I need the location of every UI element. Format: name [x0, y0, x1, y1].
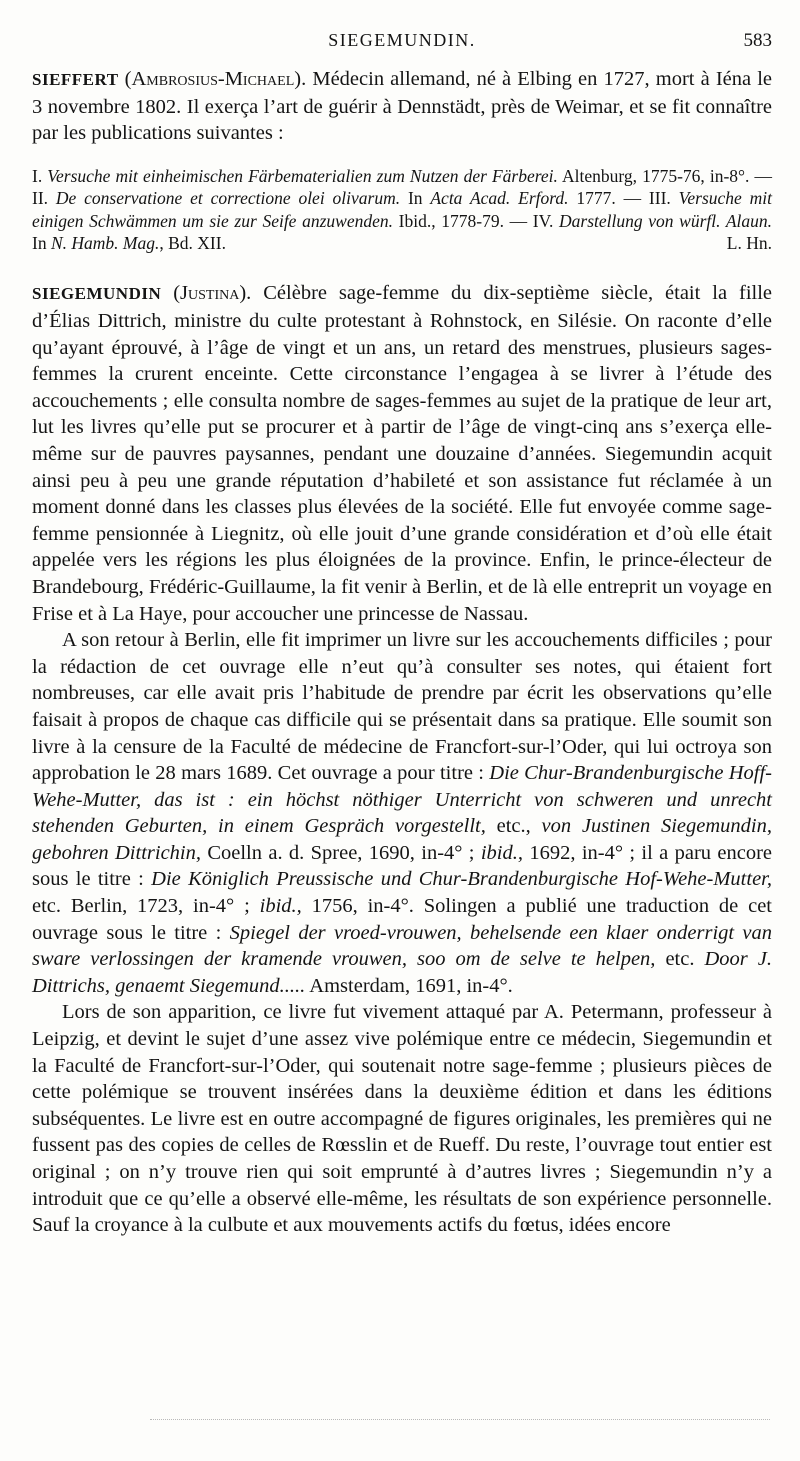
entry-sieffert	[32, 66, 772, 254]
bottom-bleed-through	[150, 1419, 770, 1420]
entry-text: Célèbre sage-femme du dix-septième siècle, était la fille d’Élias Dittrich, ministre du culte protestant à Rohnstock, en Silésie. On raconte d’elle qu’ayant éprouvé, à l’âge de vingt et un ans, un retard des menstrues, plusieurs sages-femmes la crurent enceinte. Cette circonstance l’engagea à se livrer à l’étude des accouchements ; elle consulta nombre de sages-femmes au sujet de la pratique de leur art, lut les livres qu’elle put se procurer et à partir de l’âge de vingt-cinq ans s’exerça elle-même sur de pauvres paysannes, pendant une douzaine d’années. Siegemundin acquit ainsi peu à peu une grande réputation d’habileté et son assistance fut réclamée à un moment donné dans les classes plus élevées de la société. Elle fut envoyée comme sage-femme pensionnée à Liegnitz, où elle jouit d’une grande considération et d’où elle était appelée vers les régions les plus éloignées de la province. Enfin, le prince-électeur de Brandebourg, Frédéric-Guillaume, la fit venir à Berlin, et de là elle entreprit un voyage en Frise et à La Haye, pour accoucher une princesse de Nassau.	[32, 282, 773, 625]
book-title: Die Chur-Brandenburgische Hoff-Wehe-Mutter, das ist : ein höchst nöthiger Unterricht von schweren und unrecht stehenden Geburten, in einem Gespräch vorgestellt,	[32, 762, 772, 838]
ref-title: De conservatione et correctione olei olivarum.	[55, 188, 401, 209]
text-run: 1692, in-4° ; il a paru encore sous le titre :	[32, 841, 772, 891]
entry-forenames: (Ambrosius-Michael).	[124, 68, 307, 90]
book-author: von Justinen Siegemundin, gebohren Dittrichin,	[32, 815, 772, 864]
book-title: Spiegel der vroed-vrouwen, behelsende een klaer onderrigt van sware verlossingen der kramende vrouwen, soo om de selve te helpen,	[32, 921, 773, 971]
ref-details: In	[407, 188, 423, 209]
author-initials: L. Hn.	[726, 233, 772, 253]
ref-details: In	[32, 233, 47, 253]
ref-title: Versuche mit einheimischen Färbematerialien zum Nutzen der Färberei.	[47, 165, 558, 186]
ref-details: , Bd. XII.	[159, 233, 226, 253]
text-run: etc.,	[496, 815, 531, 838]
entry-paragraph	[32, 280, 772, 627]
book-title: Die Königlich Preussische und Chur-Brandenburgische Hof-Wehe-Mutter,	[151, 868, 772, 891]
text-run: etc. Berlin, 1723, in-4° ;	[32, 895, 250, 918]
running-title: SIEGEMUNDIN.	[328, 30, 476, 50]
entry-paragraph	[32, 66, 772, 147]
text-run: Amsterdam, 1691, in-4°.	[309, 974, 513, 997]
entry-paragraph	[32, 627, 772, 999]
entry-text: Médecin allemand, né à Elbing en 1727, mort à Iéna le 3 novembre 1802. Il exerça l’art de guérir à Dennstädt, près de Weimar, et se fit connaître par les publications suivantes :	[32, 68, 773, 145]
entry-forenames: (Justina).	[173, 282, 252, 305]
ibid: ibid.,	[480, 841, 524, 864]
ref-title: Versuche mit einigen Schwämmen um sie zur Seife anzuwenden.	[32, 188, 773, 231]
ref-journal: Acta Acad. Erford.	[430, 188, 569, 209]
text-run: Coelln a. d. Spree, 1690, in-4° ;	[207, 841, 475, 864]
page-number: 583	[743, 30, 772, 51]
entry-paragraph: Lors de son apparition, ce livre fut vivement attaqué par A. Petermann, professeur à Leipzig, et devint le sujet d’une assez vive polémique entre ce médecin, Siegemundin et la Faculté de Francfort-sur-l’Oder, qui soutenait notre sage-femme ; plusieurs pièces de cette polémique se trouvent insérées dans la deuxième édition et dans les éditions subséquentes. Le livre est en outre accompagné de figures originales, les premières qui ne fussent pas des copies de celles de Rœsslin et de Rueff. Du reste, l’ouvrage tout entier est original ; on n’y trouve rien qui soit emprunté à d’autres livres ; Siegemundin n’y a introduit que ce qu’elle a observé elle-même, les résultats de son expérience personnelle. Sauf la croyance à la culbute et aux mouvements actifs du fœtus, idées encore	[32, 1001, 772, 1237]
page-header	[32, 30, 772, 56]
ref-number: I.	[32, 165, 43, 186]
text-run: 1756, in-4°. Solingen a publié une traduction de cet ouvrage sous le titre :	[32, 895, 772, 944]
ref-journal: N. Hamb. Mag.	[50, 233, 160, 253]
entry-siegemundin	[32, 280, 772, 1238]
entry-headword: SIEGEMUNDIN	[32, 284, 162, 304]
text-run: A son retour à Berlin, elle fit imprimer un livre sur les accouchements difficiles ; pour la rédaction de cet ouvrage elle n’eut qu’à consulter ses notes, qui étaient fort nombreuses, car elle avait pris l’habitude de prendre par écrit les observations qu’elle faisait à propos de chaque cas difficile qui se présentait dans sa pratique. Elle soumit son livre à la censure de la Faculté de médecine de Francfort-sur-l’Oder, qui lui octroya son approbation le 28 mars 1689. Cet ouvrage a pour titre :	[32, 629, 772, 785]
entry-headword: SIEFFERT	[32, 70, 119, 89]
ref-details: 1777. — III.	[576, 188, 671, 209]
text-run: etc.	[665, 948, 695, 971]
ref-details: Altenburg, 1775-76, in-8°. — II.	[32, 165, 772, 209]
ref-title: Darstellung von würfl. Alaun.	[559, 210, 773, 231]
book-author: Door J. Dittrichs, genaemt Siegemund.....	[32, 948, 773, 997]
page-body	[32, 66, 772, 1239]
bibliography	[32, 165, 772, 255]
ibid: ibid.,	[259, 895, 302, 918]
ref-details: Ibid., 1778-79. — IV.	[398, 210, 554, 231]
